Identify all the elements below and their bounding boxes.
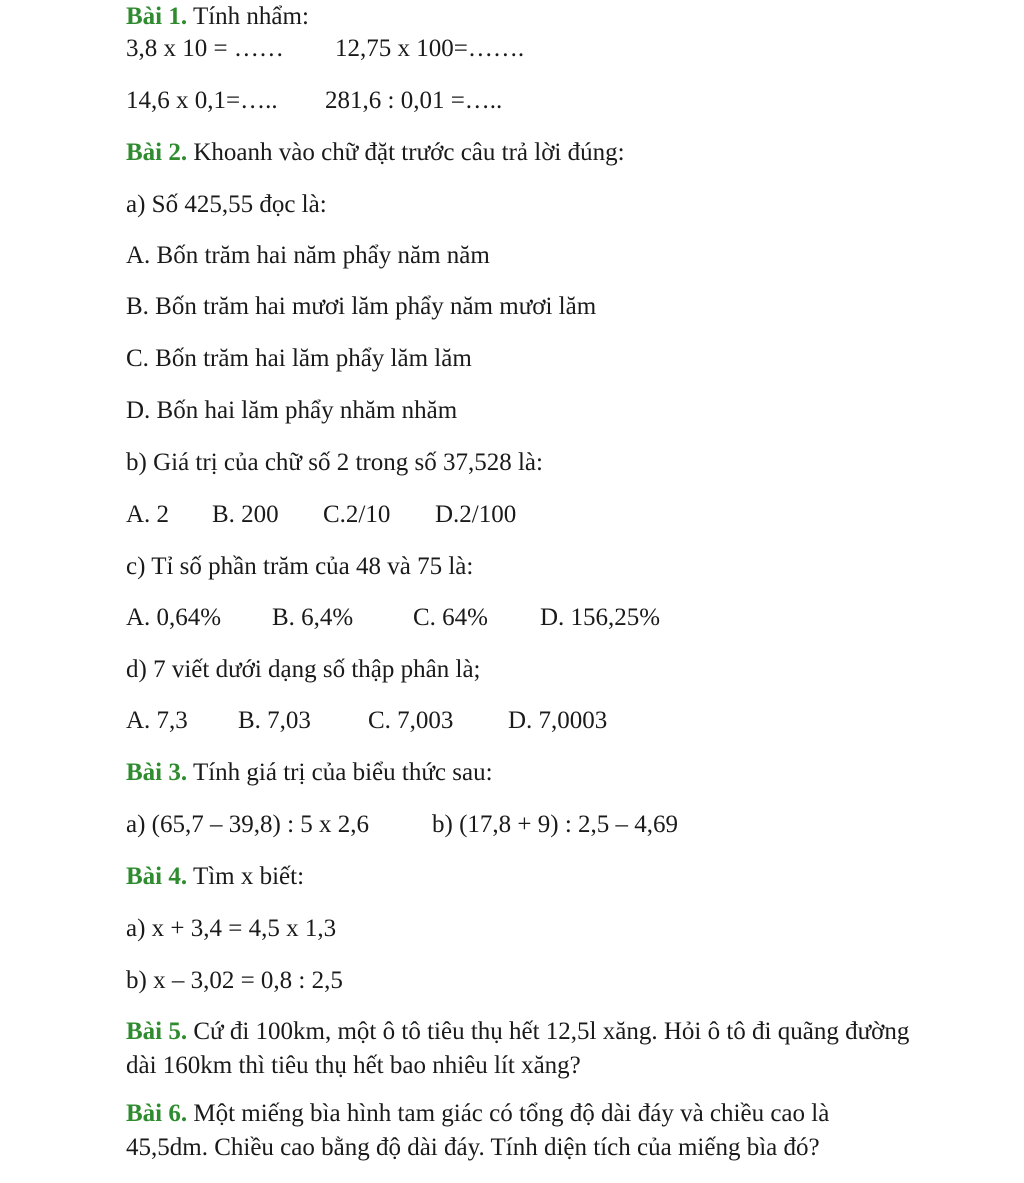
bai1-expr-3: 14,6 x 0,1=…..	[126, 87, 278, 114]
bai2-d-option: D. 7,0003	[508, 707, 608, 734]
bai1-heading: Bài 1.	[126, 3, 188, 30]
bai2-title: Khoanh vào chữ đặt trước câu trả lời đúng:	[193, 139, 625, 166]
bai2-b-option: B. 200	[212, 501, 279, 528]
bai1-expr-2: 12,75 x 100=…….	[335, 35, 525, 62]
bai2-d-option: A. 7,3	[126, 707, 188, 734]
bai2-a-option: C. Bốn trăm hai lăm phẩy lăm lăm	[126, 345, 472, 372]
bai5-paragraph	[126, 1015, 916, 1083]
bai3-title: Tính giá trị của biểu thức sau:	[192, 759, 493, 786]
bai1-expr-4: 281,6 : 0,01 =…..	[325, 87, 503, 114]
bai6-text: Một miếng bìa hình tam giác có tổng độ dài đáy và chiều cao là 45,5dm. Chiều cao bằng độ dài đáy. Tính diện tích của miếng bìa đó?	[126, 1100, 830, 1161]
bai4-equation-a: a) x + 3,4 = 4,5 x 1,3	[126, 915, 337, 942]
bai2-heading: Bài 2.	[126, 139, 188, 166]
bai2-c-option: C. 64%	[413, 604, 488, 631]
bai4-equation-b: b) x – 3,02 = 0,8 : 2,5	[126, 967, 343, 994]
bai2-question-a: a) Số 425,55 đọc là:	[126, 191, 327, 218]
bai2-d-option: B. 7,03	[238, 707, 311, 734]
bai3-heading: Bài 3.	[126, 759, 188, 786]
bai6-heading: Bài 6.	[126, 1100, 188, 1127]
bai3-expr-a: a) (65,7 – 39,8) : 5 x 2,6	[126, 811, 370, 838]
bai3-expr-b: b) (17,8 + 9) : 2,5 – 4,69	[432, 811, 679, 838]
bai2-b-option: C.2/10	[323, 501, 391, 528]
bai1-title: Tính nhẩm:	[192, 3, 309, 30]
bai2-a-option: B. Bốn trăm hai mươi lăm phẩy năm mươi lăm	[126, 293, 597, 320]
bai1-expr-1: 3,8 x 10 = ……	[126, 35, 284, 62]
bai2-a-option: D. Bốn hai lăm phẩy nhăm nhăm	[126, 397, 458, 424]
bai2-heading-line	[126, 138, 625, 168]
bai2-question-c: c) Tỉ số phần trăm của 48 và 75 là:	[126, 553, 474, 580]
bai4-heading-line	[126, 862, 304, 892]
bai2-b-option: D.2/100	[435, 501, 517, 528]
bai4-heading: Bài 4.	[126, 863, 188, 890]
bai2-b-option: A. 2	[126, 501, 170, 528]
bai2-question-b: b) Giá trị của chữ số 2 trong số 37,528 là:	[126, 449, 543, 476]
bai2-c-option: B. 6,4%	[272, 604, 354, 631]
bai2-c-option: D. 156,25%	[540, 604, 661, 631]
bai2-question-d: d) 7 viết dưới dạng số thập phân là;	[126, 656, 481, 683]
bai6-paragraph	[126, 1097, 916, 1165]
bai4-title: Tìm x biết:	[192, 863, 305, 890]
bai2-d-option: C. 7,003	[368, 707, 454, 734]
bai5-heading: Bài 5.	[126, 1018, 188, 1045]
bai3-heading-line	[126, 758, 493, 788]
bai2-c-option: A. 0,64%	[126, 604, 222, 631]
bai5-text: Cứ đi 100km, một ô tô tiêu thụ hết 12,5l xăng. Hỏi ô tô đi quãng đường dài 160km thì tiêu thụ hết bao nhiêu lít xăng?	[126, 1018, 910, 1079]
bai2-a-option: A. Bốn trăm hai năm phẩy năm năm	[126, 242, 490, 269]
bai1-heading-line	[126, 2, 309, 32]
